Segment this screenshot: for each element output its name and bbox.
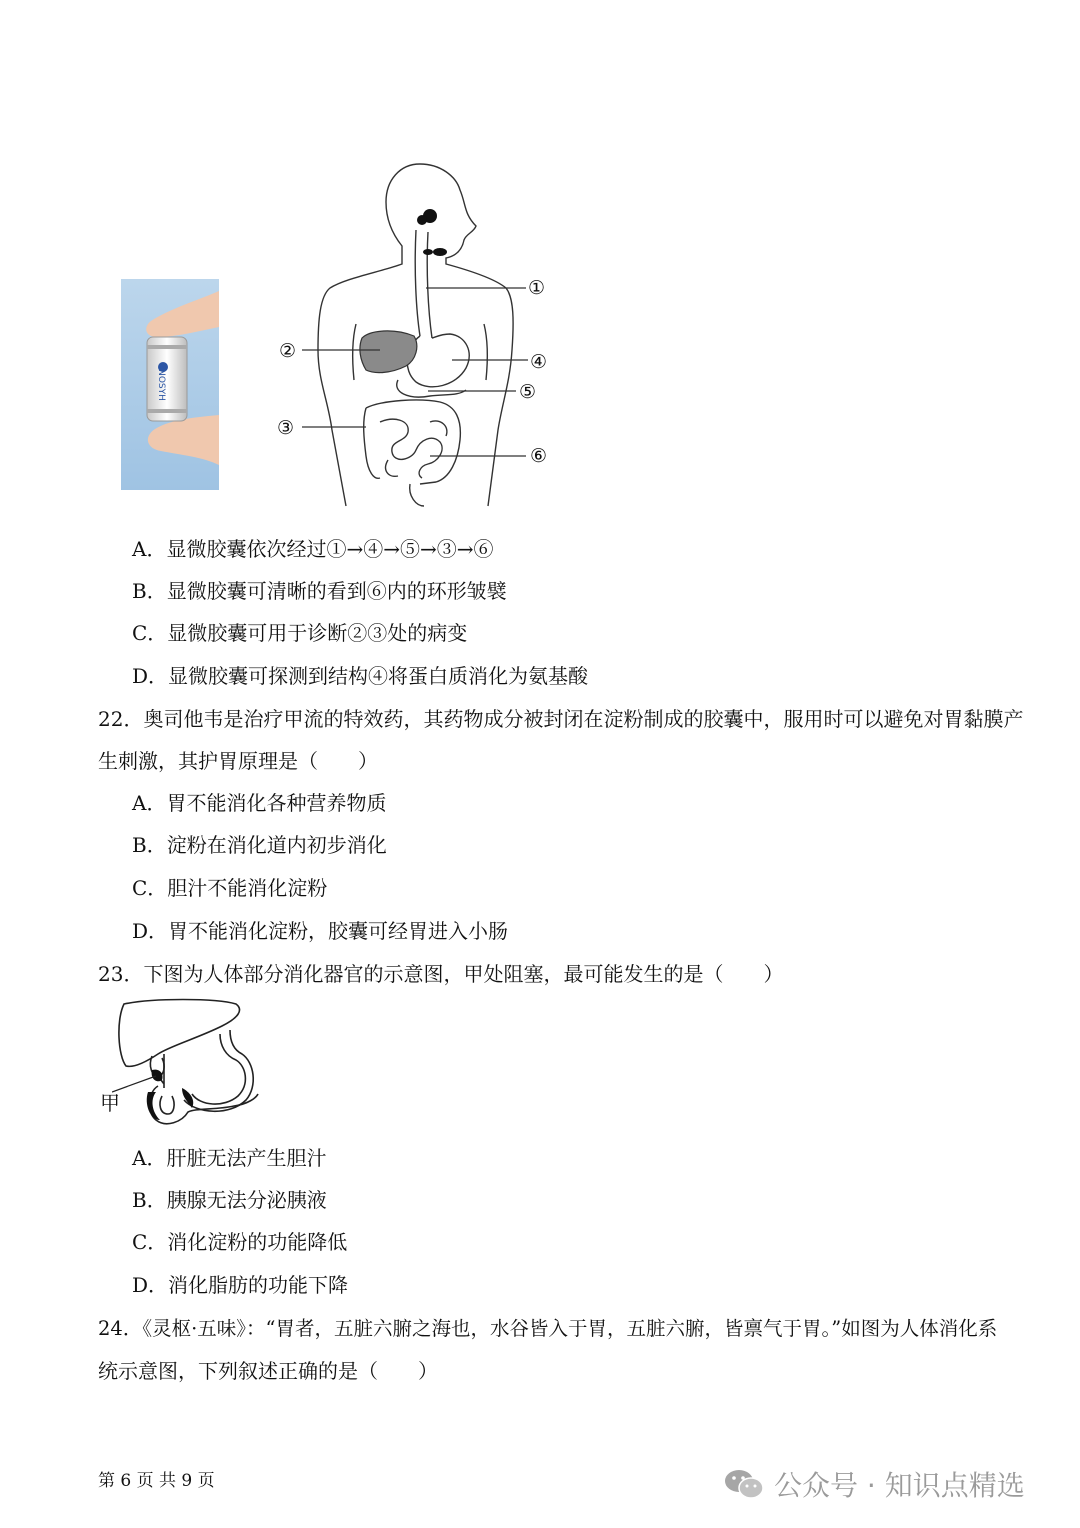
q23-option-c: C．消化淀粉的功能降低 [132,1230,348,1254]
q21-option-b: B．显微胶囊可清晰的看到⑥内的环形皱襞 [132,579,507,603]
label-1: ① [528,277,546,299]
q21-option-a: A．显微胶囊依次经过①→④→⑤→③→⑥ [132,537,494,561]
label-5: ⑤ [519,381,537,403]
q23-option-d: D．消化脂肪的功能下降 [132,1273,349,1297]
q22-stem-line1: 22．奥司他韦是治疗甲流的特效药，其药物成分被封闭在淀粉制成的胶囊中，服用时可以避免对胃黏膜产 [98,707,1024,731]
q22-option-c: C．胆汁不能消化淀粉 [132,876,328,900]
q23-option-b: B．胰腺无法分泌胰液 [132,1188,327,1212]
capsule-brand-text: NOSYH [156,369,166,401]
q23-stem: 23．下图为人体部分消化器官的示意图，甲处阻塞，最可能发生的是（ ） [98,962,784,986]
q22-option-a: A．胃不能消化各种营养物质 [132,791,387,815]
q22-option-b: B．淀粉在消化道内初步消化 [132,833,387,857]
digestive-organs-diagram [112,996,262,1132]
label-6: ⑥ [530,445,548,467]
watermark-text: 公众号 · 知识点精选 [774,1469,1025,1502]
wechat-icon [724,1467,764,1501]
capsule-photo [121,279,219,490]
label-4: ④ [530,351,548,373]
q24-stem-line2: 统示意图，下列叙述正确的是（ ） [98,1359,438,1383]
q23-option-a: A．肝脏无法产生胆汁 [132,1146,327,1170]
label-3: ③ [277,417,295,439]
watermark [724,1464,1025,1504]
q24-stem-line1: 24．《灵枢·五味》：“胃者，五脏六腑之海也，水谷皆入于胃，五脏六腑，皆禀气于胃。”如图为人体消化系 [98,1317,998,1340]
q21-option-d: D．显微胶囊可探测到结构④将蛋白质消化为氨基酸 [132,664,589,688]
q22-option-d: D．胃不能消化淀粉，胶囊可经胃进入小肠 [132,919,509,943]
label-2: ② [279,340,297,362]
page-number: 第 6 页 共 9 页 [98,1471,215,1491]
q22-stem-line2: 生刺激，其护胃原理是（ ） [98,749,378,773]
q21-option-c: C．显微胶囊可用于诊断②③处的病变 [132,621,468,645]
label-jia: 甲 [100,1091,120,1115]
digestive-system-diagram [270,160,570,510]
